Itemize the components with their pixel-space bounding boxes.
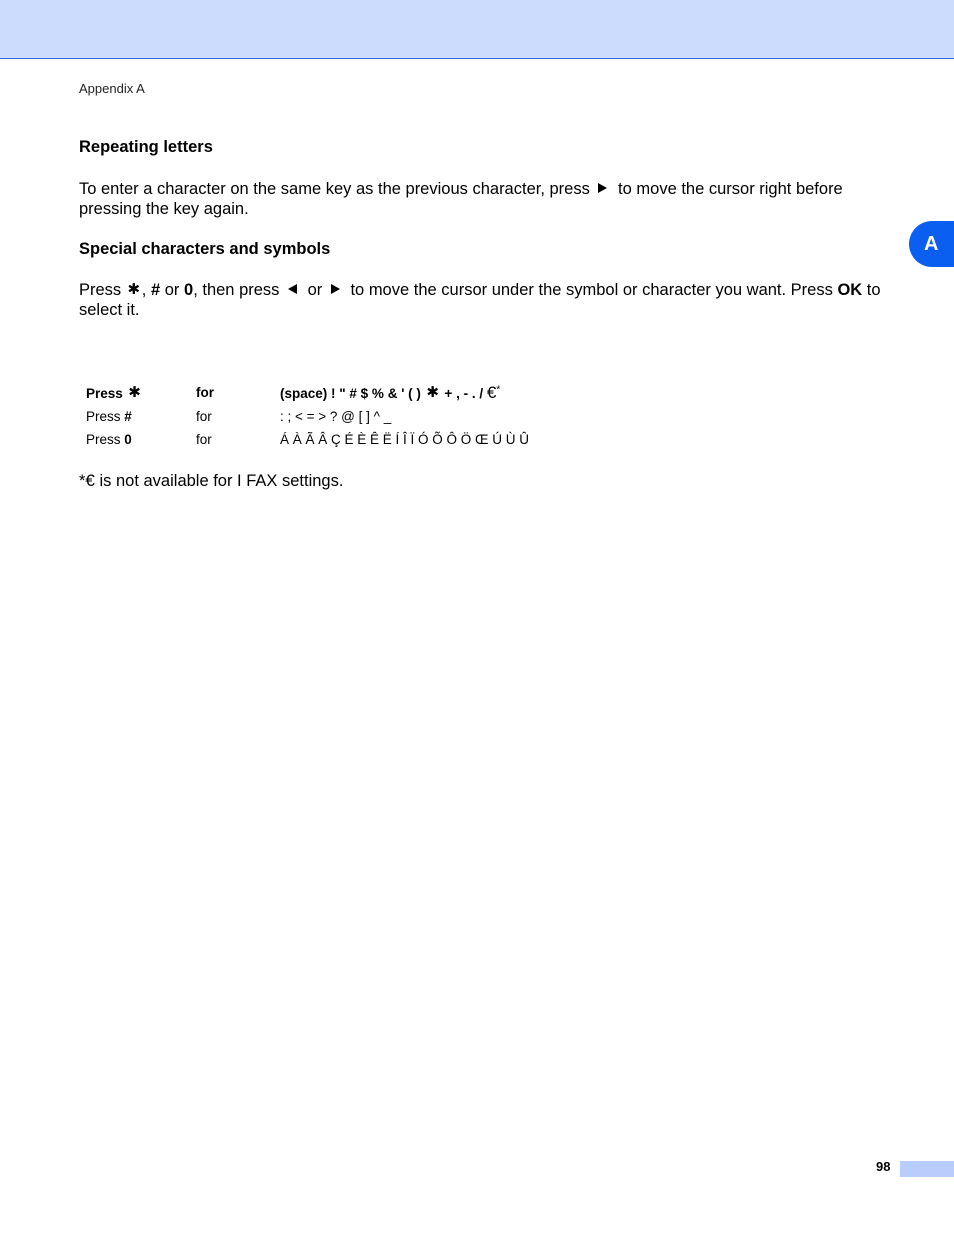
star-key-icon: ✱ (128, 383, 141, 401)
right-arrow-icon (331, 284, 340, 294)
star-key-icon: ✱ (426, 384, 439, 402)
header-band (0, 0, 954, 59)
running-head: Appendix A (79, 81, 145, 96)
star-key-icon: ✱ (127, 281, 141, 298)
footnote: *€ is not available for I FAX settings. (79, 471, 344, 490)
paragraph-repeating: To enter a character on the same key as the previous character, press to move the cursor right before pressing the key again. (79, 180, 843, 218)
table-row: Press # for : ; < = > ? @ [ ] ^ _ (86, 408, 392, 424)
heading-repeating-letters: Repeating letters (79, 138, 213, 156)
paragraph-special: Press ✱ , # or 0, then press or to move the cursor under the symbol or character you want. Press OK to select it. (79, 281, 881, 319)
character-table (80, 381, 535, 452)
euro-icon: € (486, 383, 497, 403)
right-arrow-icon (598, 183, 607, 193)
euro-icon: € (85, 471, 95, 490)
table-row: Press ✱ for (space) ! " # $ % & ' ( ) ✱ + , - . / €* (86, 383, 501, 403)
section-tab (909, 221, 954, 267)
heading-special-characters: Special characters and symbols (79, 240, 331, 258)
left-arrow-icon (288, 284, 297, 294)
page-number-bar (900, 1161, 954, 1177)
table-row: Press 0 for Á À Ã Â Ç É È Ê Ë Í Î Ï Ó Õ Ô Ö Œ Ú Ù Û (86, 432, 530, 448)
section-tab-label: A (924, 232, 939, 255)
page-number: 98 (876, 1159, 891, 1174)
